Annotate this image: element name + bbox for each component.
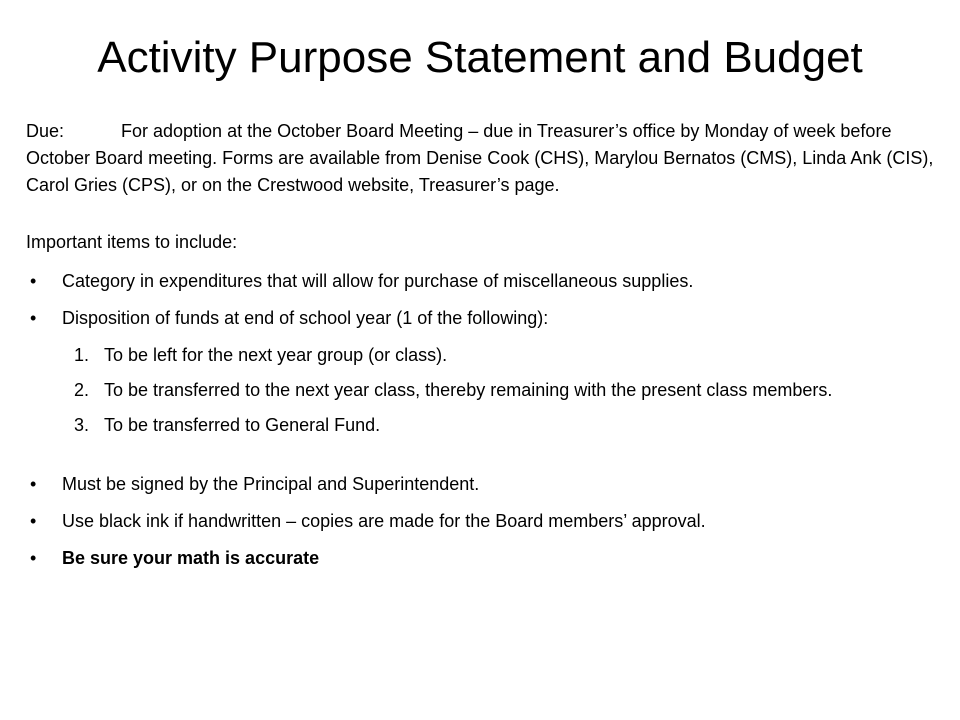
bullet-text-bold: Be sure your math is accurate — [62, 548, 320, 568]
bullet-item-category — [26, 268, 936, 295]
bullet-icon: • — [30, 308, 37, 328]
item-number: 3. — [74, 415, 90, 435]
bullet-icon: • — [30, 474, 37, 494]
bullet-text: Must be signed by the Principal and Superintendent. — [62, 474, 480, 494]
bullet-item-disposition — [26, 305, 936, 332]
bullet-item-math — [26, 545, 936, 572]
item-number: 2. — [74, 380, 90, 400]
slide-title: Activity Purpose Statement and Budget — [97, 33, 863, 82]
numbered-item — [26, 412, 936, 439]
bullet-item-signed — [26, 471, 936, 498]
item-number: 1. — [74, 345, 90, 365]
bullet-icon: • — [30, 511, 37, 531]
bullet-item-black-ink — [26, 508, 936, 535]
bullet-icon: • — [30, 271, 37, 291]
due-label: Due: — [26, 121, 65, 141]
numbered-list — [26, 342, 936, 439]
item-text: To be left for the next year group (or class). — [104, 345, 448, 365]
slide-content — [26, 118, 936, 582]
bullet-text: Disposition of funds at end of school year (1 of the following): — [62, 308, 549, 328]
bullet-text: Use black ink if handwritten – copies are made for the Board members’ approval. — [62, 511, 706, 531]
item-text: To be transferred to General Fund. — [104, 415, 381, 435]
important-heading: Important items to include: — [26, 232, 238, 252]
bullet-icon: • — [30, 548, 37, 568]
numbered-item — [26, 342, 936, 369]
item-text: To be transferred to the next year class, thereby remaining with the present class members. — [104, 380, 833, 400]
due-text: For adoption at the October Board Meeting – due in Treasurer’s office by Monday of week before October Board meeting. Forms are available from Denise Cook (CHS), Marylou Bernatos (CMS), Linda Ank (CIS), Carol Gries (CPS), or on the Crestwood website, Treasurer’s page. — [26, 121, 934, 195]
due-paragraph — [26, 118, 936, 199]
numbered-item — [26, 377, 936, 404]
bullet-text: Category in expenditures that will allow for purchase of miscellaneous supplies. — [62, 271, 694, 291]
spacer — [26, 449, 936, 471]
